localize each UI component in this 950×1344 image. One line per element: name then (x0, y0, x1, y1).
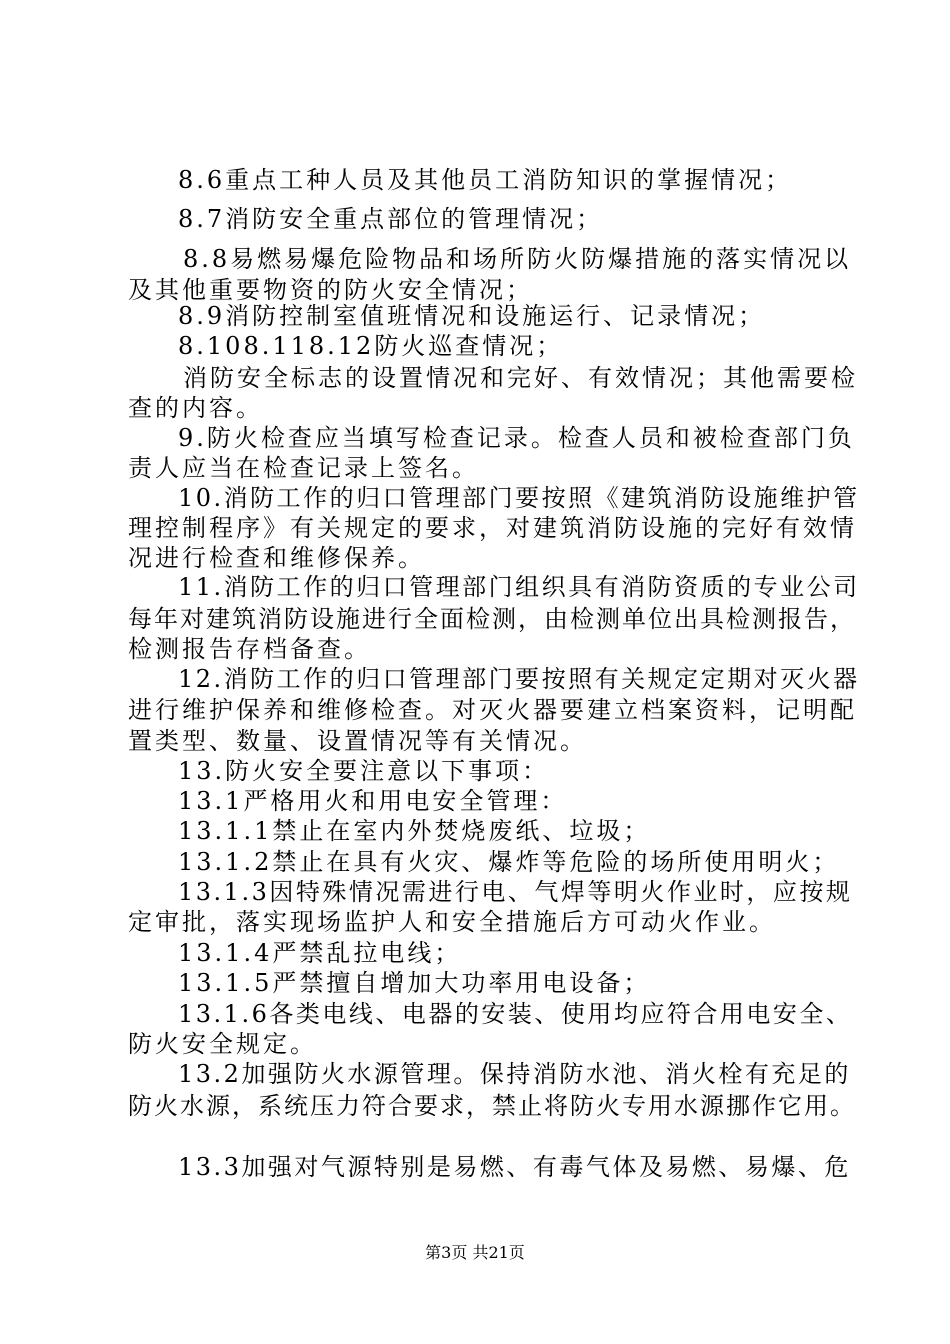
text-line: 11.消防工作的归口管理部门组织具有消防资质的专业公司 (178, 573, 860, 601)
text-line: 13.1.4严禁乱拉电线； (178, 939, 462, 967)
text-line: 8.8易燃易爆危险物品和场所防火防爆措施的落实情况以 (183, 245, 852, 273)
text-line: 10.消防工作的归口管理部门要按照《建筑消防设施维护管 (178, 484, 860, 512)
text-line: 8.108.118.12防火巡查情况； (178, 332, 564, 360)
text-line: 9.防火检查应当填写检查记录。检查人员和被检查部门负 (178, 424, 855, 452)
text-line: 置类型、数量、设置情况等有关情况。 (128, 727, 587, 755)
page-number-footer: 第3页 共21页 (425, 1243, 525, 1262)
text-line: 况进行检查和维修保养。 (128, 544, 425, 572)
text-line: 8.7消防安全重点部位的管理情况； (178, 205, 604, 233)
text-line: 13.1严格用火和用电安全管理： (178, 787, 568, 815)
text-line: 进行维护保养和维修检查。对灭火器要建立档案资料，记明配 (128, 696, 857, 724)
text-line: 定审批，落实现场监护人和安全措施后方可动火作业。 (128, 908, 776, 936)
text-line: 防火水源，系统压力符合要求，禁止将防火专用水源挪作它用。 (128, 1092, 856, 1120)
text-line: 防火安全规定。 (128, 1030, 317, 1058)
text-line: 理控制程序》有关规定的要求，对建筑消防设施的完好有效情 (128, 514, 857, 542)
text-line: 消防安全标志的设置情况和完好、有效情况；其他需要检 (183, 364, 858, 392)
text-line: 及其他重要物资的防火安全情况； (128, 276, 533, 304)
text-line: 8.9消防控制室值班情况和设施运行、记录情况； (178, 302, 766, 330)
text-line: 13.1.5严禁擅自增加大功率用电设备； (178, 969, 651, 997)
text-line: 8.6重点工种人员及其他员工消防知识的掌握情况； (178, 166, 793, 194)
text-line: 查的内容。 (128, 394, 263, 422)
text-line: 检测报告存档备查。 (128, 635, 371, 663)
text-line: 责人应当在检查记录上签名。 (128, 454, 479, 482)
text-line: 13.2加强防火水源管理。保持消防水池、消火栓有充足的 (178, 1060, 851, 1088)
text-line: 12.消防工作的归口管理部门要按照有关规定定期对灭火器 (178, 665, 860, 693)
text-line: 13.防火安全要注意以下事项： (178, 757, 550, 785)
text-line: 每年对建筑消防设施进行全面检测，由检测单位出具检测报告， (128, 605, 856, 633)
text-line: 13.3加强对气源特别是易燃、有毒气体及易燃、易爆、危 (178, 1153, 851, 1181)
text-line: 13.1.2禁止在具有火灾、爆炸等危险的场所使用明火； (178, 848, 840, 876)
text-line: 13.1.6各类电线、电器的安装、使用均应符合用电安全、 (178, 1000, 853, 1028)
text-line: 13.1.3因特殊情况需进行电、气焊等明火作业时，应按规 (178, 878, 853, 906)
text-line: 13.1.1禁止在室内外焚烧废纸、垃圾； (178, 817, 651, 845)
